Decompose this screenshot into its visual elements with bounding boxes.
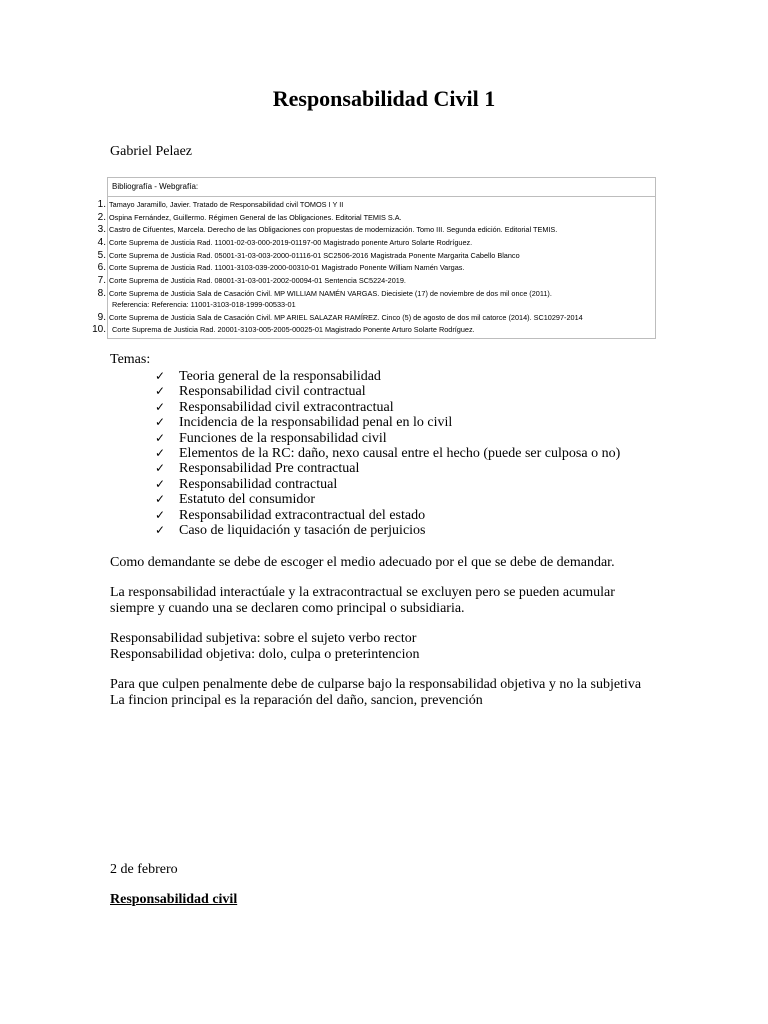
tema-text: Estatuto del consumidor (179, 492, 316, 508)
section-heading: Responsabilidad civil (110, 892, 238, 907)
paragraph-acumulacion-line2: siempre y cuando una se declaren como principal o subsidiaria. (110, 601, 465, 616)
item-text: Castro de Cifuentes, Marcela. Derecho de las Obligaciones con propuestas de modernización. Tomo III. Segunda edición. Editorial TEMIS. (109, 225, 558, 234)
list-item (155, 492, 620, 507)
item-number: 4. (97, 237, 106, 248)
checkmark-icon: ✓ (155, 384, 166, 399)
item-number: 1. (97, 199, 106, 210)
temas-label: Temas: (110, 352, 151, 367)
tema-text: Funciones de la responsabilidad civil (179, 430, 387, 446)
tema-text: Incidencia de la responsabilidad penal en lo civil (179, 415, 453, 431)
date-text: 2 de febrero (110, 862, 178, 877)
tema-text: Teoria general de la responsabilidad (179, 369, 381, 384)
checkmark-icon: ✓ (155, 522, 166, 537)
item-number: 9. (97, 312, 106, 323)
item-text: Tamayo Jaramillo, Javier. Tratado de Responsabilidad civil TOMOS I Y II (109, 200, 344, 209)
tema-text: Caso de liquidación y tasación de perjuicios (179, 522, 426, 538)
checkmark-icon: ✓ (155, 445, 166, 460)
author-name: Gabriel Pelaez (110, 144, 193, 159)
temas-list (155, 369, 620, 538)
checkmark-icon: ✓ (155, 399, 166, 414)
list-item (155, 415, 620, 430)
checkmark-icon: ✓ (155, 415, 166, 430)
list-item (155, 431, 620, 446)
item-number: 10. (92, 324, 106, 335)
item-text: Corte Suprema de Justicia Sala de Casación Civil. MP ARIEL SALAZAR RAMÍREZ. Cinco (5) de agosto de dos mil catorce (2014). SC10297-2014 (109, 313, 583, 322)
item-number: 8. (97, 288, 106, 299)
bibliography-table (92, 177, 656, 339)
list-item (155, 523, 620, 538)
item-reference: Referencia: Referencia: 11001-3103-018-1999-00533-01 (112, 300, 296, 309)
item-number: 5. (97, 250, 106, 261)
tema-text: Responsabilidad Pre contractual (179, 461, 360, 477)
checkmark-icon: ✓ (155, 492, 166, 507)
paragraph-subjetiva: Responsabilidad subjetiva: sobre el sujeto verbo rector (110, 631, 417, 646)
tema-text: Responsabilidad civil extracontractual (179, 399, 394, 415)
item-number: 7. (97, 275, 106, 286)
bibliography-header: Bibliografía - Webgrafía: (108, 178, 655, 197)
list-item (155, 461, 620, 476)
checkmark-icon: ✓ (155, 461, 166, 476)
paragraph-penal: Para que culpen penalmente debe de culparse bajo la responsabilidad objetiva y no la subjetiva (110, 677, 642, 692)
item-text: Corte Suprema de Justicia Rad. 11001-3103-039-2000-00310-01 Magistrado Ponente William Namén Vargas. (109, 263, 465, 272)
item-text: Corte Suprema de Justicia Sala de Casación Civil. MP WILLIAM NAMÉN VARGAS. Diecisiete (17) de noviembre de dos mil once (2011). (109, 289, 552, 298)
paragraph-acumulacion-line1: La responsabilidad interactúale y la extracontractual se excluyen pero se pueden acumular (110, 585, 615, 600)
checkmark-icon: ✓ (155, 476, 166, 491)
item-text: Corte Suprema de Justicia Rad. 05001-31-03-003-2000-01116-01 SC2506-2016 Magistrada Ponente Margarita Cabello Blanco (109, 251, 520, 260)
item-number: 6. (97, 262, 106, 273)
list-item (155, 446, 620, 461)
paragraph-demandante: Como demandante se debe de escoger el medio adecuado por el que se debe de demandar. (110, 555, 615, 570)
list-item (155, 477, 620, 492)
checkmark-icon: ✓ (155, 507, 166, 522)
tema-text: Elementos de la RC: daño, nexo causal entre el hecho (puede ser culposa o no) (179, 445, 621, 461)
tema-text: Responsabilidad contractual (179, 476, 338, 492)
list-item (155, 508, 620, 523)
item-number: 2. (97, 212, 106, 223)
checkmark-icon: ✓ (155, 369, 166, 383)
item-text: Corte Suprema de Justicia Rad. 08001-31-03-001-2002-00094-01 Sentencia SC5224-2019. (109, 276, 406, 285)
paragraph-objetiva: Responsabilidad objetiva: dolo, culpa o preterintencion (110, 647, 420, 662)
item-text: Corte Suprema de Justicia Rad. 11001-02-03-000-2019-01197-00 Magistrado ponente Arturo Solarte Rodríguez. (109, 238, 473, 247)
checkmark-icon: ✓ (155, 430, 166, 445)
item-text: Corte Suprema de Justicia Rad. 20001-3103-005-2005-00025-01 Magistrado Ponente Arturo Solarte Rodríguez. (112, 325, 475, 334)
item-text: Ospina Fernández, Guillermo. Régimen General de las Obligaciones. Editorial TEMIS S.A. (109, 213, 402, 222)
list-item (155, 384, 620, 399)
tema-text: Responsabilidad extracontractual del estado (179, 507, 426, 523)
item-number: 3. (97, 224, 106, 235)
paragraph-funcion: La fincion principal es la reparación del daño, sancion, prevención (110, 693, 483, 708)
list-item (155, 400, 620, 415)
page-title: Responsabilidad Civil 1 (272, 86, 496, 111)
tema-text: Responsabilidad civil contractual (179, 384, 366, 400)
list-item (155, 369, 620, 384)
